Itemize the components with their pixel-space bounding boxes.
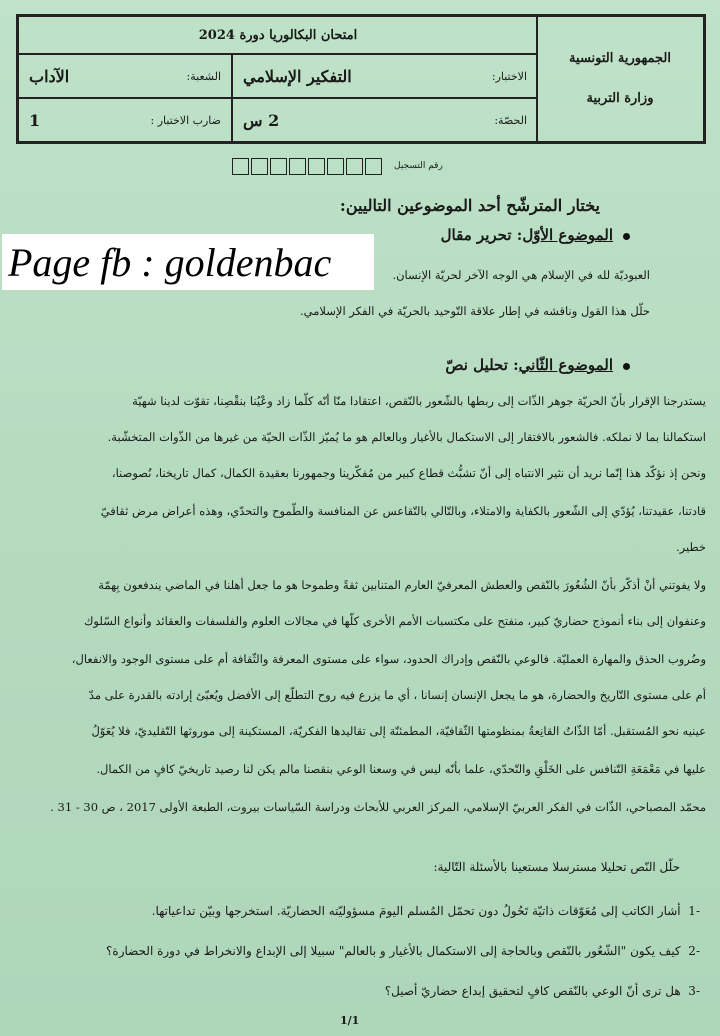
duration-label: الحصّة: (494, 113, 527, 127)
reg-box (308, 158, 325, 175)
text-line: يستدرجنا الإقرار بأنّ الحريّة جوهر الذّات إلى ربطها بالشّعور بالنّقص، اعتقادا منّا أنّه كلّما زاد وعْيُنا بنقْصِنا، تقوّت لدينا شهيّة (132, 394, 706, 408)
registration-label: رقم التسجيل (394, 161, 443, 171)
reg-box (346, 158, 363, 175)
text-line: عينيه نحو المُستقبل. أمّا الذّاتُ القانِعةُ بمنظومتها الثّقافيّة، المطمئنّة إلى تقاليدها الفكريّة، المستكينة إلى موروثها التّقليديّ، فلا يُعَوّلُ (91, 724, 706, 738)
branch-cell (18, 54, 232, 98)
question-number: -2 (688, 944, 700, 958)
subject-label: الاختبار: (491, 69, 527, 83)
duration-value: 2 س (243, 110, 280, 130)
reg-box (232, 158, 249, 175)
question-text: هل ترى أنّ الوعي بالنّقص كافٍ لتحقيق إبداع حضاريّ أصيل؟ (384, 984, 681, 998)
exam-header (16, 14, 706, 144)
issuer-box (536, 16, 704, 142)
source-citation: محمّد المصباحي، الذّات في الفكر العربيّ الإسلامي، المركز العربي للأبحاث ودراسة السّياسات بيروت، الطبعة الأولى 2017 ، ص 30 - 31 . (50, 800, 706, 814)
page-number: 1/1 (340, 1014, 360, 1027)
text-line: عليها في مَعْمَعَةِ التّنافس على الخَلْقِ والتّحدّي، علما بأنّه ليس في وسعنا الوعي بنقصنا مالم يكن لنا رصيد تاريخيّ كافٍ من الكمال. (96, 762, 706, 776)
reg-box (289, 158, 306, 175)
reg-box (251, 158, 268, 175)
topic1-heading: الموضوع الأوّل (522, 226, 613, 244)
reg-box (365, 158, 382, 175)
text-line: وضُروب الحذق والمهارة العمليّة. فالوعي بالنّقص وإدراك الحدود، سواء على مستوى المعرفة والثّقافة أم على مستوى الوجود والانفعال، (71, 652, 706, 666)
text-line: استكمالنا بما لا نملكه. فالشعور بالافتقار إلى الاستكمال بالأغيار وبالعالم هو ما يُميّز الذّات الحيّة من غيرها من الذّوات المتخشّبة. (107, 430, 706, 444)
text-line: أم على مستوى التّاريخ والحضارة، هو ما يجعل الإنسان إنسانا ، أي ما يزرع فيه روح التطلّع إلى الأفضل ويُعبّئ إرادته بالقدرة على مدّ (88, 688, 706, 702)
question-2 (20, 944, 700, 958)
republic-name: الجمهورية التونسية (569, 51, 671, 66)
instruction: يختار المترشّح أحد الموضوعين التاليين: (339, 196, 600, 215)
registration-boxes (232, 156, 443, 176)
exam-title: امتحان البكالوريا دورة 2024 (18, 16, 538, 54)
text-line: ونحن إذ نؤكّد هذا إنّما نريد أن نثير الانتباه إلى أنّ تشبُّث قطاع كبير من مُفكّرينا وجمهورنا بعقيدة الكمال، كمال تاريخنا، نُصوصنا، (111, 466, 706, 480)
question-number: -3 (688, 984, 700, 998)
question-text: أشار الكاتب إلى مُعَوّقات ذاتيّة تَحُولُ دون تحمّل المُسلم اليومَ مسؤوليّته الحضاريّة. استخرجها وبيّن تداعياتها. (151, 904, 681, 918)
coefficient-cell (18, 98, 232, 142)
branch-label: الشعبة: (186, 69, 221, 83)
topic2-heading: الموضوع الثّاني (518, 356, 613, 374)
text-line: وعنفوان إلى بناء أنموذج حضاريّ كبير، منفتح على مكتسبات الأمم الأخرى كلّها في مجالات العلوم والفلسفات والعقائد وأنواع السّلوك (83, 614, 706, 628)
text-line: ولا يفوتني أنْ أذكّر بأنّ الشُعُورَ بالنّقص والعطش المعرفيّ العارم المتنابين ثقةً وطموحا هو ما جعل أهلنا في الماضي يندفعون بِهمّة (98, 578, 706, 592)
watermark: Page fb : goldenbac (2, 234, 374, 290)
question-text: كيف يكون "الشّعُور بالنّقص وبالحاجة إلى الاستكمال بالأغيار و بالعالم" سبيلا إلى الإبداع والانخراط في دورة الحضارة؟ (106, 944, 681, 958)
topic1-type: : تحرير مقال (440, 226, 523, 244)
coefficient-value: 1 (29, 110, 41, 130)
bullet-icon (623, 363, 630, 370)
subject-value: التفكير الإسلامي (243, 66, 352, 86)
topic2-title (445, 356, 630, 374)
branch-value: الآداب (29, 66, 70, 86)
reg-box (270, 158, 287, 175)
question-1 (20, 904, 700, 918)
bullet-icon (623, 233, 630, 240)
coefficient-label: ضارب الاختبار : (150, 113, 221, 127)
topic2-type: : تحليل نصّ (445, 356, 519, 374)
topic1-title (441, 226, 630, 244)
question-number: -1 (688, 904, 700, 918)
topic1-line: العبوديّة لله في الإسلام هي الوجه الآخر لحريّة الإنسان. (392, 268, 650, 282)
analysis-prompt: حلّل النّص تحليلا مسترسلا مستعينا بالأسئلة التّالية: (433, 860, 680, 874)
topic1-line: حلّل هذا القول وناقشه في إطار علاقة التّوحيد بالحريّة في الفكر الإسلامي. (299, 304, 650, 318)
reg-box (327, 158, 344, 175)
duration-cell (232, 98, 538, 142)
subject-cell (232, 54, 538, 98)
ministry-name: وزارة التربية (586, 91, 654, 106)
question-3 (20, 984, 700, 998)
text-line: خطير. (675, 540, 706, 554)
text-line: قادتنا، عقيدتنا، يُؤدّي إلى الشّعور بالكفاية والامتلاء، وبالتّالي بالتّقاعس عن المنافسة والطّموح والتحدّي، وهذه أعراض مرض ثقافيّ (100, 504, 706, 518)
